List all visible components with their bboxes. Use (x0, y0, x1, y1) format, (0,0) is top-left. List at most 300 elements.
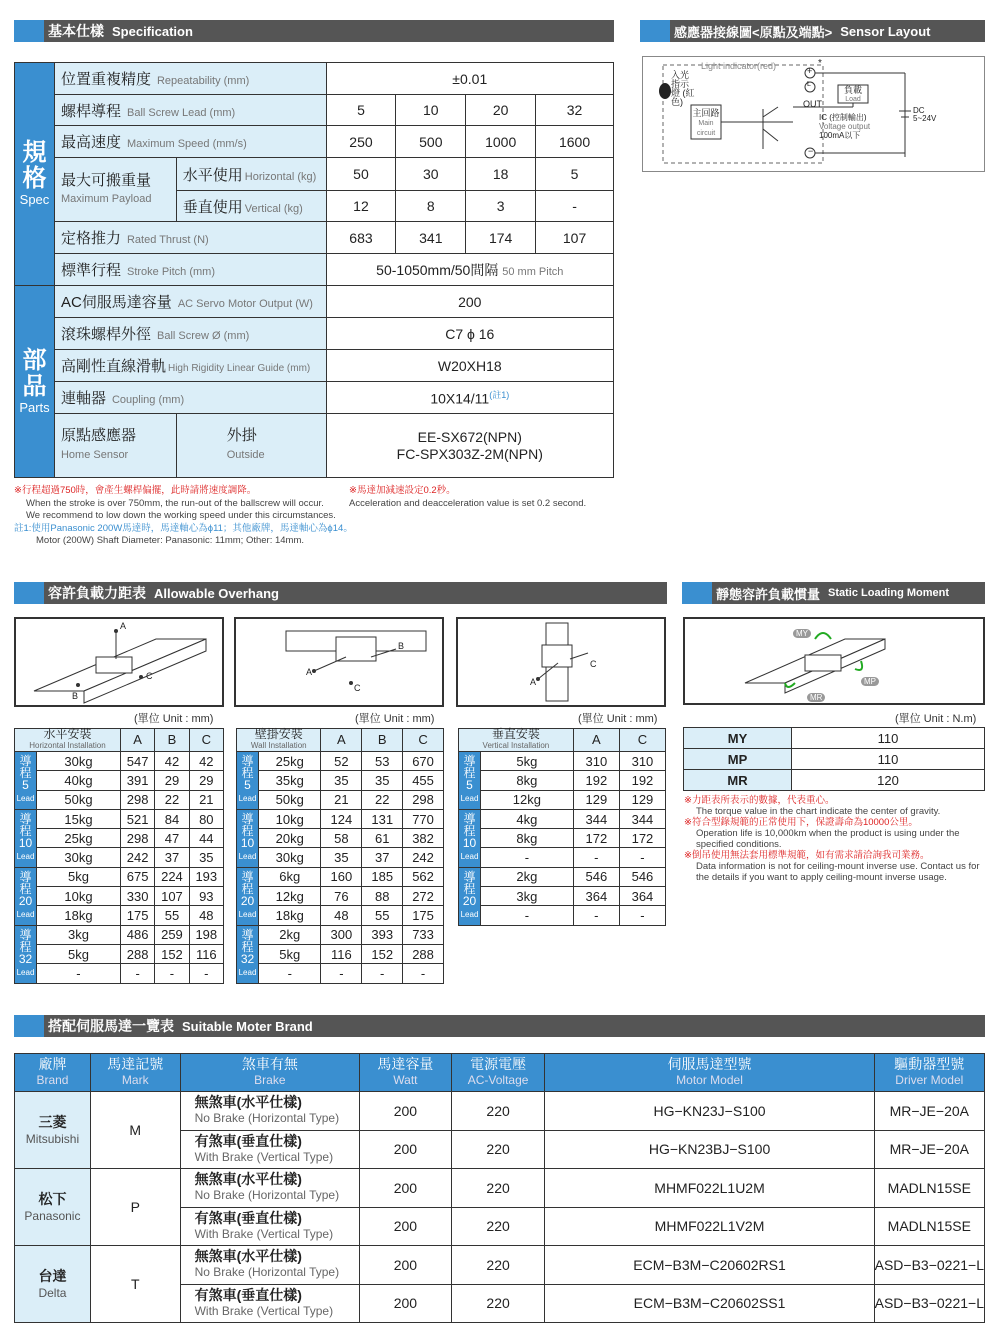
table-cell: 25kg (259, 752, 321, 771)
watt-cell: 200 (360, 1207, 452, 1246)
thrust-value: 174 (466, 222, 536, 254)
table-cell: - (321, 964, 362, 983)
driver-model-cell: ASD−B3−0221−L (874, 1246, 984, 1285)
table-cell: 5kg (481, 752, 574, 771)
lead-value: 10 (396, 95, 466, 126)
table-cell: 259 (155, 925, 189, 944)
column-header: B (155, 729, 189, 752)
home-sensor-label: 原點感應器 Home Sensor (54, 414, 176, 478)
voltage-cell: 220 (451, 1092, 545, 1131)
table-row (237, 809, 444, 828)
table-cell: 21 (321, 790, 362, 809)
watt-cell: 200 (360, 1092, 452, 1131)
table-row (237, 829, 444, 848)
table-cell: 22 (362, 790, 403, 809)
lead-cell: 導程 32 Lead (237, 925, 259, 983)
table-cell: 298 (120, 790, 154, 809)
motor-model-cell: MHMF022L1U2M (545, 1169, 874, 1208)
table-cell: 50kg (37, 790, 121, 809)
ic-label: IC (控制輸出) Voltage output 100mA以下 (819, 113, 871, 140)
table-row (237, 906, 444, 925)
payload-v-value: 8 (396, 191, 466, 222)
table-cell: 224 (155, 867, 189, 886)
table-cell: 129 (619, 790, 665, 809)
unit-label: (單位 Unit : mm) (578, 713, 658, 725)
table-cell: 310 (573, 752, 619, 771)
ball-screw-value: C7 ϕ 16 (326, 318, 613, 350)
table-cell: 6kg (259, 867, 321, 886)
mark-cell: T (90, 1246, 180, 1323)
mark-cell: M (90, 1092, 180, 1169)
table-row (15, 925, 224, 944)
table-cell: 733 (403, 925, 444, 944)
table-cell: 35kg (259, 771, 321, 790)
table-cell: 455 (403, 771, 444, 790)
main-circuit-label: 主回路 Main circuit (692, 108, 720, 137)
table-row (15, 829, 224, 848)
table-cell: 3kg (481, 887, 574, 906)
watt-cell: 200 (360, 1246, 452, 1285)
table-cell: 61 (362, 829, 403, 848)
coupling-label: 連軸器 Coupling (mm) (54, 382, 326, 414)
motor-row (15, 1169, 985, 1208)
table-cell: - (573, 848, 619, 867)
mark-cell: P (90, 1169, 180, 1246)
speed-label: 最高速度 Maximum Speed (mm/s) (54, 126, 326, 158)
table-cell: 242 (120, 848, 154, 867)
table-cell: 172 (573, 829, 619, 848)
table-cell: 116 (321, 944, 362, 963)
table-cell: 48 (189, 906, 223, 925)
table-cell: 521 (120, 809, 154, 828)
lead-cell: 導程 5 Lead (15, 752, 37, 810)
ball-screw-label: 滾珠螺桿外徑 Ball Screw Ø (mm) (54, 318, 326, 350)
table-row (459, 809, 666, 828)
brake-cell: 有煞車(垂直仕樣) With Brake (Vertical Type) (180, 1284, 359, 1323)
table-cell: 29 (189, 771, 223, 790)
voltage-cell: 220 (451, 1169, 545, 1208)
table-cell: - (362, 964, 403, 983)
brake-cell: 有煞車(垂直仕樣) With Brake (Vertical Type) (180, 1130, 359, 1169)
motor-model-cell: HG−KN23J−S100 (545, 1092, 874, 1131)
table-cell: 30kg (37, 752, 121, 771)
table-cell: 52 (321, 752, 362, 771)
table-cell: - (573, 906, 619, 925)
table-cell: 80 (189, 809, 223, 828)
table-row (459, 867, 666, 886)
table-cell: - (189, 964, 223, 983)
table-cell: - (259, 964, 321, 983)
table-row (237, 790, 444, 809)
table-row (459, 752, 666, 771)
column-header: B (362, 729, 403, 752)
overhang-section-header: 容許負載力距表 Allowable Overhang (14, 582, 667, 604)
table-cell: 10kg (37, 887, 121, 906)
watt-cell: 200 (360, 1130, 452, 1169)
motor-table (14, 1053, 985, 1323)
table-cell: - (481, 906, 574, 925)
vertical-overhang-table (458, 728, 666, 926)
table-row (459, 771, 666, 790)
table-cell: 5kg (37, 944, 121, 963)
light-indicator-label: Light indicator(red) (701, 61, 777, 71)
label-a: A (120, 621, 127, 631)
table-cell: 5kg (259, 944, 321, 963)
payload-horizontal-label: 水平使用 Horizontal (kg) (176, 158, 326, 191)
table-cell: 25kg (37, 829, 121, 848)
table-cell: 562 (403, 867, 444, 886)
table-cell: - (120, 964, 154, 983)
lead-cell: 導程 5 Lead (237, 752, 259, 810)
lead-cell: 導程 10 Lead (237, 809, 259, 867)
table-cell: 3kg (37, 925, 121, 944)
table-row (15, 906, 224, 925)
column-header: C (619, 729, 665, 752)
table-cell: 53 (362, 752, 403, 771)
table-cell: 35 (189, 848, 223, 867)
label-a: A (530, 677, 537, 687)
column-header: A (573, 729, 619, 752)
table-cell: 10kg (259, 809, 321, 828)
table-row (15, 867, 224, 886)
moment-notes: ※力距表所表示的數據，代表重心。 The torque value in the chart indicate the center of gravity. ※符合型錄規範的正常使用下，保證壽命為10000公里。 Operation life is 10,000km when the product is using under the specified conditions. ※倒吊使用無法套用標準規範，如有需求請洽詢我司業務。 Data information is not for ceiling-mount inverse use. Contact us for the details if you want to apply ceiling-mount inverse usage. (684, 795, 980, 883)
table-row (237, 771, 444, 790)
table-cell: 160 (321, 867, 362, 886)
table-cell: 152 (362, 944, 403, 963)
coupling-value: $10X14/11^{(註1)}$ (326, 382, 613, 414)
table-cell: 44 (189, 829, 223, 848)
unit-label: (單位 Unit : mm) (134, 713, 214, 725)
driver-model-cell: MADLN15SE (874, 1207, 984, 1246)
table-cell: 37 (362, 848, 403, 867)
table-cell: 344 (619, 809, 665, 828)
spec-side-label: 規格 Spec (15, 63, 55, 286)
l-terminal: L (807, 81, 811, 88)
table-row (237, 944, 444, 963)
label-c: C (590, 659, 597, 669)
table-cell: 175 (120, 906, 154, 925)
table-cell: 310 (619, 752, 665, 771)
table-cell: 5kg (37, 867, 121, 886)
brake-cell: 無煞車(水平仕樣) No Brake (Horizontal Type) (180, 1092, 359, 1131)
driver-model-cell: ASD−B3−0221−L (874, 1284, 984, 1323)
plus-terminal: + (807, 66, 813, 76)
brake-cell: 無煞車(水平仕樣) No Brake (Horizontal Type) (180, 1246, 359, 1285)
motor-model-cell: ECM−B3M−C20602SS1 (545, 1284, 874, 1323)
moment-value: 120 (792, 770, 985, 791)
label-a: A (306, 667, 313, 677)
repeatability-value: ±0.01 (326, 63, 613, 95)
table-cell: 116 (189, 944, 223, 963)
table-cell: - (37, 964, 121, 983)
brake-cell: 有煞車(垂直仕樣) With Brake (Vertical Type) (180, 1207, 359, 1246)
lead-cell: 導程 20 Lead (237, 867, 259, 925)
table-cell: 37 (155, 848, 189, 867)
motor-model-cell: MHMF022L1V2M (545, 1207, 874, 1246)
table-cell: 88 (362, 887, 403, 906)
table-cell: 288 (403, 944, 444, 963)
column-header: A (321, 729, 362, 752)
table-cell: 2kg (259, 925, 321, 944)
motor-row (15, 1092, 985, 1131)
table-cell: - (619, 848, 665, 867)
load-label: 負載 Load (843, 85, 862, 103)
star-mark: * (818, 58, 822, 69)
table-cell: 22 (155, 790, 189, 809)
table-cell: 300 (321, 925, 362, 944)
horizontal-overhang-table (14, 728, 224, 984)
table-cell: 391 (120, 771, 154, 790)
table-cell: 242 (403, 848, 444, 867)
table-cell: 35 (321, 771, 362, 790)
label-c: C (146, 671, 153, 681)
table-cell: 93 (189, 887, 223, 906)
dc-label: DC 5~24V (913, 106, 937, 123)
column-header: C (403, 729, 444, 752)
install-header: 垂直安裝 Vertical Installation (459, 729, 574, 752)
table-cell: 770 (403, 809, 444, 828)
voltage-cell: 220 (451, 1130, 545, 1169)
table-cell: 30kg (37, 848, 121, 867)
table-cell: 152 (155, 944, 189, 963)
table-cell: 382 (403, 829, 444, 848)
linear-guide-value: W20XH18 (326, 350, 613, 382)
table-row (237, 925, 444, 944)
table-cell: 12kg (481, 790, 574, 809)
moment-key: MR (684, 770, 792, 791)
table-cell: 48 (321, 906, 362, 925)
table-row (459, 829, 666, 848)
motor-model-cell: ECM−B3M−C20602RS1 (545, 1246, 874, 1285)
table-row (15, 771, 224, 790)
moment-key: MY (684, 728, 792, 749)
table-cell: 670 (403, 752, 444, 771)
table-cell: 129 (573, 790, 619, 809)
table-cell: 18kg (259, 906, 321, 925)
payload-h-value: 50 (326, 158, 396, 191)
table-cell: 193 (189, 867, 223, 886)
linear-guide-label: 高剛性直線滑軌 High Rigidity Linear Guide (mm) (54, 350, 326, 382)
repeatability-label: 位置重複精度 Repeatability (mm) (54, 63, 326, 95)
table-row (459, 848, 666, 867)
table-cell: - (155, 964, 189, 983)
table-cell: 47 (155, 829, 189, 848)
motor-column-header: 煞車有無 Brake (180, 1054, 359, 1092)
table-cell: 364 (619, 887, 665, 906)
unit-label: (單位 Unit : mm) (355, 713, 435, 725)
payload-v-value: 3 (466, 191, 536, 222)
parts-side-label: 部品 Parts (15, 286, 55, 478)
table-cell: 107 (155, 887, 189, 906)
mp-badge: MP (861, 677, 879, 686)
table-cell: 76 (321, 887, 362, 906)
moment-value: 110 (792, 728, 985, 749)
driver-model-cell: MADLN15SE (874, 1169, 984, 1208)
my-badge: MY (793, 629, 811, 638)
label-b: B (72, 691, 79, 701)
driver-model-cell: MR−JE−20A (874, 1130, 984, 1169)
moment-value: 110 (792, 749, 985, 770)
table-cell: 42 (189, 752, 223, 771)
payload-h-value: 18 (466, 158, 536, 191)
table-cell: 12kg (259, 887, 321, 906)
table-cell: 50kg (259, 790, 321, 809)
payload-v-value: - (536, 191, 614, 222)
table-cell: 18kg (37, 906, 121, 925)
lead-value: 5 (326, 95, 396, 126)
thrust-value: 683 (326, 222, 396, 254)
table-cell: 58 (321, 829, 362, 848)
minus-terminal: − (808, 146, 814, 156)
payload-vertical-label: 垂直使用 Vertical (kg) (176, 191, 326, 222)
motor-section-header: 搭配伺服馬達一覽表 Suitable Moter Brand (14, 1015, 985, 1037)
table-cell: 486 (120, 925, 154, 944)
table-cell: 192 (619, 771, 665, 790)
motor-column-header: 馬達容量 Watt (360, 1054, 452, 1092)
moment-table (683, 727, 985, 791)
table-row (459, 906, 666, 925)
horizontal-install-diagram (14, 617, 224, 707)
table-row (237, 867, 444, 886)
motor-row (15, 1246, 985, 1285)
payload-h-value: 30 (396, 158, 466, 191)
table-cell: 330 (120, 887, 154, 906)
lead-cell: 導程 10 Lead (15, 809, 37, 867)
table-row (15, 809, 224, 828)
motor-output-value: 200 (326, 286, 613, 318)
table-cell: 35 (362, 771, 403, 790)
table-cell: 4kg (481, 809, 574, 828)
table-cell: 124 (321, 809, 362, 828)
speed-value: 250 (326, 126, 396, 158)
table-cell: 30kg (259, 848, 321, 867)
thrust-value: 341 (396, 222, 466, 254)
column-header: A (120, 729, 154, 752)
table-cell: 131 (362, 809, 403, 828)
voltage-cell: 220 (451, 1246, 545, 1285)
table-row (15, 964, 224, 983)
spec-section-header: 基本仕樣 Specification (14, 20, 614, 42)
table-cell: 42 (155, 752, 189, 771)
lead-value: 32 (536, 95, 614, 126)
lead-cell: 導程 10 Lead (459, 809, 481, 867)
lead-cell: 導程 32 Lead (15, 925, 37, 983)
driver-model-cell: MR−JE−20A (874, 1092, 984, 1131)
table-cell: 198 (189, 925, 223, 944)
table-cell: 55 (362, 906, 403, 925)
table-cell: 192 (573, 771, 619, 790)
column-header: C (189, 729, 223, 752)
motor-column-header: 伺服馬達型號 Motor Model (545, 1054, 874, 1092)
watt-cell: 200 (360, 1284, 452, 1323)
sensor-wiring-diagram (642, 56, 985, 172)
table-row (15, 887, 224, 906)
thrust-value: 107 (536, 222, 614, 254)
spec-notes: ※行程超過750時，會產生螺桿偏擺，此時請將速度調降。 ※馬達加減速設定0.2秒。 When the stroke is over 750mm, the run-out of the ballscrew will occur. Acceleration and deacceleration value is set 0.2 second. We recommend to low down the working speed under this circumstances. 註1:使用Panasonic 200W馬達時，馬達軸心為ϕ11；其他廠牌，馬達軸心為ϕ14。 Motor (200W) Shaft Diameter: Panasonic: 11mm; Other: 14mm. (14, 485, 587, 546)
moment-key: MP (684, 749, 792, 770)
install-header: 壁掛安裝 Wall Installation (237, 729, 321, 752)
table-cell: 546 (619, 867, 665, 886)
table-cell: 20kg (259, 829, 321, 848)
moment-section-header: 靜態容許負載慣量 Static Loading Moment (682, 582, 985, 604)
payload-h-value: 5 (536, 158, 614, 191)
home-sensor-value: EE-SX672(NPN) FC-SPX303Z-2M(NPN) (326, 414, 613, 478)
sensor-section-header: 感應器接線圖<原點及端點> Sensor Layout (640, 20, 985, 42)
table-row (237, 848, 444, 867)
table-cell: - (619, 906, 665, 925)
table-cell: 84 (155, 809, 189, 828)
table-cell: 364 (573, 887, 619, 906)
table-cell: 21 (189, 790, 223, 809)
table-row (237, 752, 444, 771)
table-cell: 8kg (481, 771, 574, 790)
table-row (459, 887, 666, 906)
lead-label: 螺桿導程 Ball Screw Lead (mm) (54, 95, 326, 126)
table-row (15, 848, 224, 867)
motor-column-header: 驅動器型號 Driver Model (874, 1054, 984, 1092)
table-cell: 55 (155, 906, 189, 925)
table-row (237, 964, 444, 983)
table-cell: 393 (362, 925, 403, 944)
table-cell: 40kg (37, 771, 121, 790)
table-row (15, 752, 224, 771)
table-row (15, 944, 224, 963)
spec-table (14, 62, 614, 478)
install-header: 水平安裝 Horizontal Installation (15, 729, 121, 752)
lead-cell: 導程 20 Lead (15, 867, 37, 925)
motor-output-label: AC伺服馬達容量 AC Servo Motor Output (W) (54, 286, 326, 318)
motor-column-header: 馬達記號 Mark (90, 1054, 180, 1092)
table-cell: 547 (120, 752, 154, 771)
speed-value: 1600 (536, 126, 614, 158)
motor-column-header: 電源電壓 AC-Voltage (451, 1054, 545, 1092)
speed-value: 500 (396, 126, 466, 158)
table-cell: - (403, 964, 444, 983)
stroke-label: 標準行程 Stroke Pitch (mm) (54, 254, 326, 286)
table-row (15, 790, 224, 809)
voltage-cell: 220 (451, 1284, 545, 1323)
table-cell: 35 (321, 848, 362, 867)
label-b: B (398, 641, 405, 651)
watt-cell: 200 (360, 1169, 452, 1208)
stroke-value: 50-1050mm/50間隔 50 mm Pitch (326, 254, 613, 286)
mr-badge: MR (807, 693, 825, 702)
label-c: C (354, 683, 361, 693)
thrust-label: 定格推力 Rated Thrust (N) (54, 222, 326, 254)
table-row (237, 887, 444, 906)
wall-install-diagram (234, 617, 444, 707)
indicator-label: 入光 指示燈 (紅色) (671, 70, 695, 107)
table-cell: 298 (403, 790, 444, 809)
table-cell: 8kg (481, 829, 574, 848)
motor-model-cell: HG−KN23BJ−S100 (545, 1130, 874, 1169)
speed-value: 1000 (466, 126, 536, 158)
table-cell: 288 (120, 944, 154, 963)
table-cell: 344 (573, 809, 619, 828)
brand-cell: 松下 Panasonic (15, 1169, 91, 1246)
table-cell: 298 (120, 829, 154, 848)
vertical-install-diagram (456, 617, 666, 707)
table-cell: 272 (403, 887, 444, 906)
home-sensor-position: 外掛 Outside (176, 414, 326, 478)
table-cell: 15kg (37, 809, 121, 828)
payload-v-value: 12 (326, 191, 396, 222)
voltage-cell: 220 (451, 1207, 545, 1246)
table-cell: - (481, 848, 574, 867)
table-cell: 675 (120, 867, 154, 886)
brand-cell: 台達 Delta (15, 1246, 91, 1323)
table-cell: 546 (573, 867, 619, 886)
